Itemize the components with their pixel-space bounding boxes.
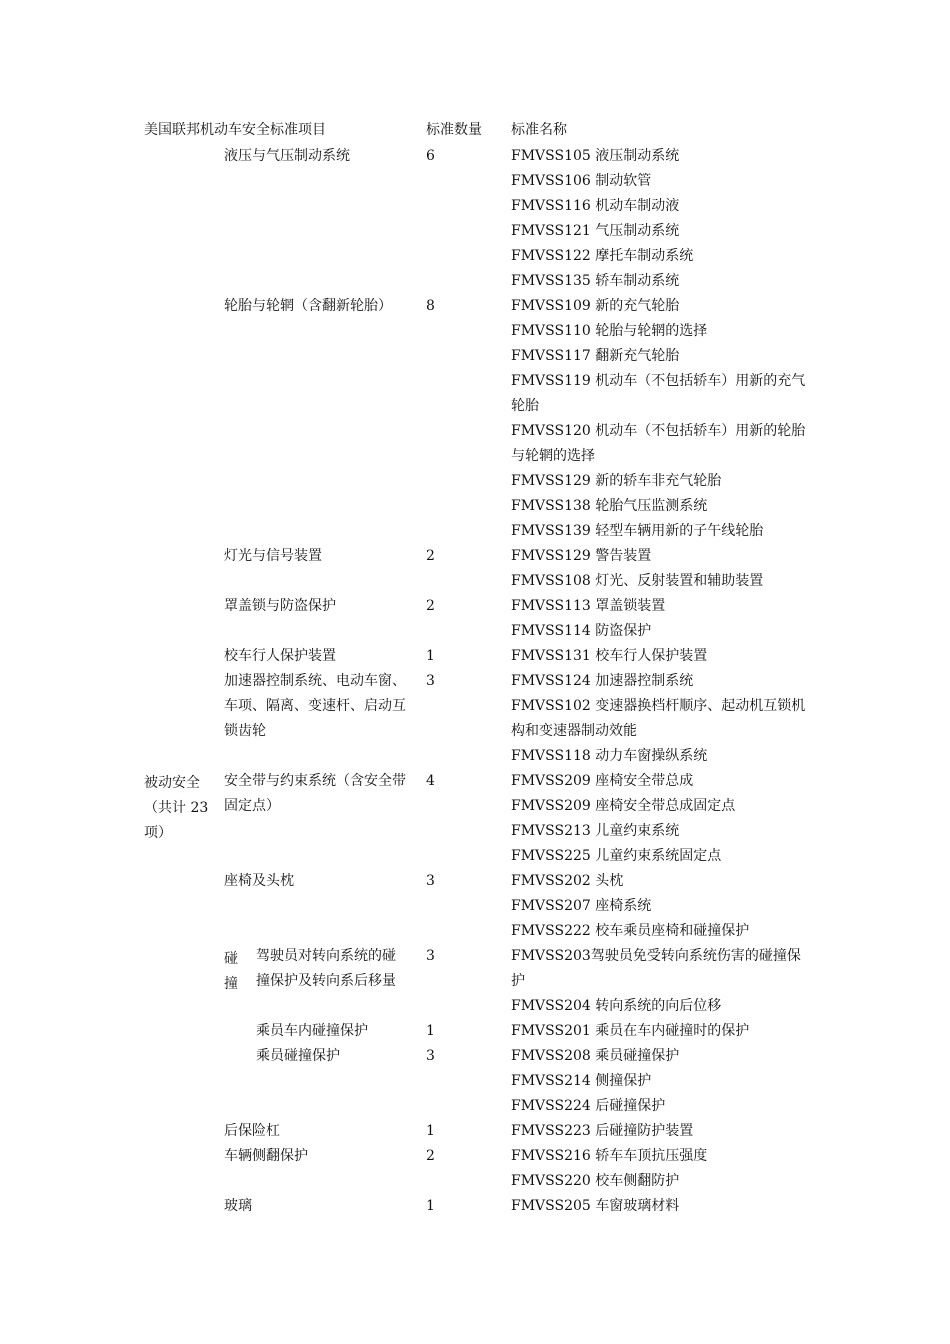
standard-name: FMVSS131 校车行人保护装置 [511,648,708,664]
standard-name: FMVSS108 灯光、反射装置和辅助装置 [511,573,764,589]
standard-name: 构和变速器制动效能 [511,723,637,739]
category-label: 乘员碰撞保护 [256,1048,340,1064]
category-label: 乘员车内碰撞保护 [256,1023,368,1039]
standard-count: 6 [426,148,435,164]
passive-safety-label: 被动安全 [144,775,200,791]
standard-name: FMVSS129 警告装置 [511,548,652,564]
standard-name: FMVSS225 儿童约束系统固定点 [511,848,722,864]
standard-name: FMVSS214 侧撞保护 [511,1073,652,1089]
standard-count: 3 [426,673,435,689]
standard-name: 护 [511,973,525,989]
category-label: 校车行人保护装置 [224,648,336,664]
passive-safety-unit: 项） [144,825,172,841]
standard-name: FMVSS204 转向系统的向后位移 [511,998,722,1014]
standard-name: FMVSS224 后碰撞保护 [511,1098,666,1114]
category-label: 安全带与约束系统（含安全带 [224,773,406,789]
standard-name: FMVSS110 轮胎与轮辋的选择 [511,323,708,339]
standard-count: 3 [426,873,435,889]
standard-name: FMVSS209 座椅安全带总成固定点 [511,798,736,814]
category-label: 玻璃 [224,1198,252,1214]
standard-name: FMVSS201 乘员在车内碰撞时的保护 [511,1023,750,1039]
category-label: 固定点） [224,798,280,814]
standard-name: FMVSS139 轻型车辆用新的子午线轮胎 [511,523,764,539]
standard-name: 与轮辋的选择 [511,448,595,464]
standard-name: FMVSS116 机动车制动液 [511,198,680,214]
standard-count: 1 [426,1123,435,1139]
standard-count: 2 [426,1148,435,1164]
standard-name: FMVSS135 轿车制动系统 [511,273,680,289]
category-label: 轮胎与轮辋（含翻新轮胎） [224,298,392,314]
standard-count: 2 [426,598,435,614]
standard-name: FMVSS220 校车侧翻防护 [511,1173,680,1189]
standard-count: 2 [426,548,435,564]
standard-name: FMVSS122 摩托车制动系统 [511,248,694,264]
category-label: 后保险杠 [224,1123,280,1139]
standard-count: 3 [426,1048,435,1064]
standard-name: FMVSS223 后碰撞防护装置 [511,1123,694,1139]
standard-name: FMVSS203驾驶员免受转向系统伤害的碰撞保 [511,948,801,964]
standard-name: FMVSS105 液压制动系统 [511,148,680,164]
category-label: 罩盖锁与防盗保护 [224,598,336,614]
category-label: 加速器控制系统、电动车窗、 [224,673,406,689]
standard-name: FMVSS109 新的充气轮胎 [511,298,680,314]
standard-name: FMVSS113 罩盖锁装置 [511,598,666,614]
standard-name: FMVSS207 座椅系统 [511,898,652,914]
standard-name: FMVSS209 座椅安全带总成 [511,773,694,789]
category-label: 驾驶员对转向系统的碰 [256,948,396,964]
category-label: 锁齿轮 [224,723,266,739]
category-label: 液压与气压制动系统 [224,148,350,164]
category-label: 车辆侧翻保护 [224,1148,308,1164]
category-label: 车项、隔离、变速杆、启动互 [224,698,406,714]
standard-name: FMVSS119 机动车（不包括轿车）用新的充气 [511,373,806,389]
header-project: 美国联邦机动车安全标准项目 [144,122,326,138]
standard-name: 轮胎 [511,398,539,414]
collision-label-2: 撞 [224,976,238,992]
standard-name: FMVSS205 车窗玻璃材料 [511,1198,680,1214]
standard-count: 4 [426,773,435,789]
standard-name: FMVSS121 气压制动系统 [511,223,680,239]
standard-name: FMVSS138 轮胎气压监测系统 [511,498,708,514]
standard-name: FMVSS222 校车乘员座椅和碰撞保护 [511,923,750,939]
standard-name: FMVSS202 头枕 [511,873,624,889]
category-label: 座椅及头枕 [224,873,294,889]
standard-name: FMVSS102 变速器换档杆顺序、起动机互锁机 [511,698,806,714]
standard-name: FMVSS106 制动软管 [511,173,652,189]
standard-count: 3 [426,948,435,964]
standard-name: FMVSS208 乘员碰撞保护 [511,1048,680,1064]
standard-name: FMVSS118 动力车窗操纵系统 [511,748,708,764]
category-label: 撞保护及转向系后移量 [256,973,396,989]
standard-name: FMVSS216 轿车车顶抗压强度 [511,1148,708,1164]
standard-count: 1 [426,1198,435,1214]
header-name: 标准名称 [511,122,567,138]
category-label: 灯光与信号装置 [224,548,322,564]
standard-count: 1 [426,1023,435,1039]
standard-name: FMVSS124 加速器控制系统 [511,673,694,689]
standard-name: FMVSS129 新的轿车非充气轮胎 [511,473,722,489]
standard-count: 1 [426,648,435,664]
standard-name: FMVSS120 机动车（不包括轿车）用新的轮胎 [511,423,806,439]
collision-label-1: 碰 [224,951,238,967]
standard-name: FMVSS117 翻新充气轮胎 [511,348,680,364]
standard-count: 8 [426,298,435,314]
standard-name: FMVSS114 防盗保护 [511,623,652,639]
passive-safety-total: （共计 23 [144,800,209,816]
standard-name: FMVSS213 儿童约束系统 [511,823,680,839]
header-count: 标准数量 [426,122,482,138]
